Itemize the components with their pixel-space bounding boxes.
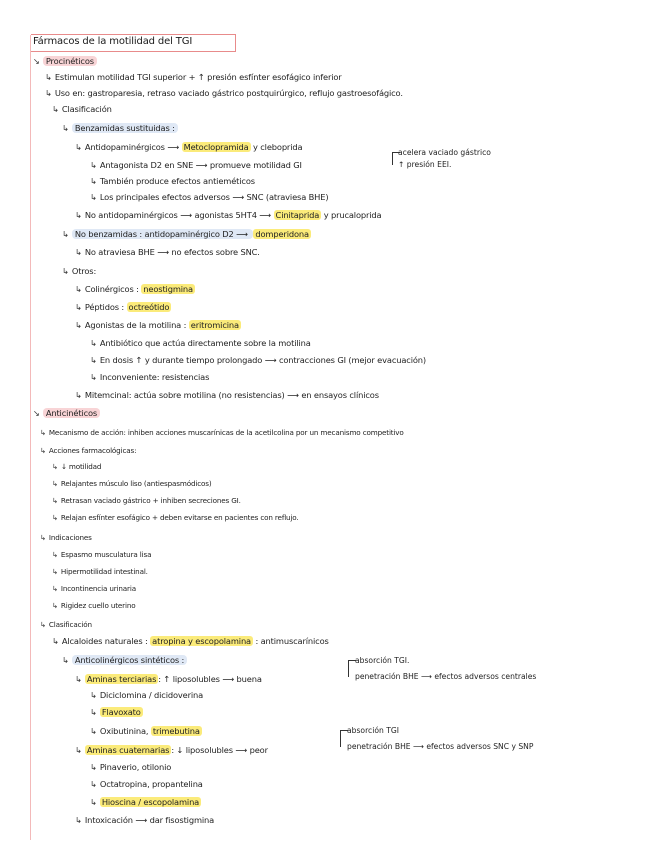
outline-line bbox=[90, 779, 203, 790]
outline-line bbox=[75, 815, 214, 826]
line-text: Aminas cuaternarias bbox=[86, 745, 170, 755]
arrow-icon: ↳ bbox=[75, 390, 82, 400]
arrow-icon: ↳ bbox=[90, 762, 97, 772]
line-text: No antidopaminérgicos ⟶ agonistas 5HT4 ⟶ bbox=[84, 210, 274, 220]
outline-line bbox=[75, 320, 241, 331]
arrow-icon: ↳ bbox=[75, 247, 82, 257]
arrow-icon: ↳ bbox=[90, 797, 97, 807]
line-text: Oxibutinina, bbox=[99, 726, 151, 736]
arrow-icon: ↳ bbox=[75, 745, 82, 755]
outline-line bbox=[52, 461, 101, 472]
line-text: Péptidos : bbox=[84, 302, 127, 312]
highlighted-drug: neostigmina bbox=[143, 284, 193, 294]
arrow-icon: ↳ bbox=[52, 601, 58, 610]
highlighted-drug: Hioscina / escopolamina bbox=[101, 797, 200, 807]
arrow-icon: ↳ bbox=[52, 513, 58, 522]
outline-line bbox=[75, 247, 260, 258]
brace bbox=[340, 730, 348, 747]
outline-line bbox=[90, 707, 143, 718]
outline-line bbox=[52, 566, 148, 577]
arrow-icon: ↳ bbox=[75, 674, 82, 684]
line-text: Inconveniente: resistencias bbox=[99, 372, 210, 382]
arrow-icon: ↳ bbox=[90, 176, 97, 186]
outline-line bbox=[52, 600, 135, 611]
arrow-icon: ↳ bbox=[90, 355, 97, 365]
outline-line bbox=[62, 266, 96, 277]
outline-line bbox=[52, 583, 136, 594]
highlighted-drug: octreótido bbox=[128, 302, 170, 312]
outline-line bbox=[90, 160, 302, 171]
outline-line bbox=[90, 176, 255, 187]
arrow-icon: ↳ bbox=[90, 192, 97, 202]
arrow-icon: ↳ bbox=[45, 88, 52, 98]
line-text: : ↑ liposolubles ⟶ buena bbox=[158, 674, 262, 684]
line-text: Aminas terciarias bbox=[86, 674, 157, 684]
line-text: Clasificación bbox=[48, 620, 92, 629]
arrow-icon: ↳ bbox=[52, 104, 59, 114]
line-text: Anticolinérgicos sintéticos : bbox=[72, 655, 187, 665]
line-text: y prucaloprida bbox=[321, 210, 382, 220]
arrow-icon: ↳ bbox=[75, 284, 82, 294]
line-text: Antidopaminérgicos ⟶ bbox=[84, 142, 182, 152]
outline-line bbox=[40, 445, 136, 456]
margin-line bbox=[30, 35, 31, 840]
brace bbox=[348, 660, 356, 677]
line-text: Benzamidas sustituidas : bbox=[72, 123, 178, 133]
arrow-icon: ↳ bbox=[45, 72, 52, 82]
outline-line bbox=[75, 745, 268, 756]
outline-line bbox=[45, 72, 342, 83]
line-text: Alcaloides naturales : bbox=[61, 636, 151, 646]
line-text: Octatropina, propantelina bbox=[99, 779, 203, 789]
arrow-icon: ↳ bbox=[52, 550, 58, 559]
line-text: Antagonista D2 en SNE ⟶ promueve motilidad GI bbox=[99, 160, 302, 170]
arrow-icon: ↳ bbox=[62, 229, 69, 239]
outline-line bbox=[75, 302, 171, 313]
outline-line bbox=[75, 390, 379, 401]
arrow-icon: ↘ bbox=[33, 56, 40, 66]
arrow-icon: ↳ bbox=[90, 338, 97, 348]
arrow-icon: ↳ bbox=[75, 815, 82, 825]
line-text: y cleboprida bbox=[250, 142, 303, 152]
line-text: Los principales efectos adversos ⟶ SNC (atraviesa BHE) bbox=[99, 192, 329, 202]
line-text: Estimulan motilidad TGI superior + ↑ presión esfínter esofágico inferior bbox=[54, 72, 342, 82]
line-text: Pinaverio, otilonio bbox=[99, 762, 172, 772]
highlighted-drug: domperidona bbox=[255, 229, 309, 239]
line-text: Agonistas de la motilina : bbox=[84, 320, 189, 330]
outline-line bbox=[52, 549, 151, 560]
brace bbox=[392, 152, 400, 165]
arrow-icon: ↳ bbox=[52, 462, 58, 471]
outline-line bbox=[90, 372, 209, 383]
arrow-icon: ↳ bbox=[75, 210, 82, 220]
line-text: Procinéticos bbox=[43, 56, 97, 66]
outline-line bbox=[45, 88, 403, 99]
outline-line bbox=[33, 408, 100, 419]
outline-line bbox=[52, 512, 299, 523]
arrow-icon: ↘ bbox=[33, 408, 40, 418]
outline-line bbox=[75, 284, 195, 295]
outline-line bbox=[90, 338, 311, 349]
arrow-icon: ↳ bbox=[75, 142, 82, 152]
line-text: Rigidez cuello uterino bbox=[60, 601, 136, 610]
line-text: Antibiótico que actúa directamente sobre la motilina bbox=[99, 338, 311, 348]
outline-line bbox=[33, 56, 97, 67]
line-text: Clasificación bbox=[61, 104, 112, 114]
highlighted-drug: Flavoxato bbox=[101, 707, 141, 717]
line-text: En dosis ↑ y durante tiempo prolongado ⟶ contracciones GI (mejor evacuación) bbox=[99, 355, 426, 365]
arrow-icon: ↳ bbox=[52, 567, 58, 576]
outline-line bbox=[90, 762, 171, 773]
page-title: Fármacos de la motilidad del TGI bbox=[33, 36, 193, 47]
line-text: Colinérgicos : bbox=[84, 284, 142, 294]
outline-line bbox=[52, 478, 212, 489]
outline-line bbox=[75, 210, 381, 221]
arrow-icon: ↳ bbox=[40, 620, 46, 629]
arrow-icon: ↳ bbox=[75, 302, 82, 312]
arrow-icon: ↳ bbox=[90, 690, 97, 700]
side-note: absorción TGI. bbox=[355, 656, 410, 665]
arrow-icon: ↳ bbox=[90, 707, 97, 717]
line-text: Uso en: gastroparesia, retraso vaciado gástrico postquirúrgico, reflujo gastroesofágico. bbox=[54, 88, 403, 98]
arrow-icon: ↳ bbox=[75, 320, 82, 330]
outline-line bbox=[40, 532, 92, 543]
outline-line bbox=[90, 690, 203, 701]
line-text: También produce efectos antieméticos bbox=[99, 176, 255, 186]
outline-line bbox=[40, 427, 404, 438]
line-text: : antimuscarínicos bbox=[253, 636, 329, 646]
highlighted-drug: Cinitaprida bbox=[275, 210, 320, 220]
outline-line bbox=[90, 726, 202, 737]
arrow-icon: ↳ bbox=[62, 123, 69, 133]
side-note: penetración BHE ⟶ efectos adversos centrales bbox=[355, 672, 537, 681]
outline-line bbox=[52, 636, 329, 647]
line-text: Diciclomina / dicidoverina bbox=[99, 690, 204, 700]
line-text: Indicaciones bbox=[48, 533, 92, 542]
outline-line bbox=[90, 797, 201, 808]
line-text: Retrasan vaciado gástrico + inhiben secreciones GI. bbox=[60, 496, 241, 505]
outline-line bbox=[40, 619, 92, 630]
outline-line bbox=[90, 355, 426, 366]
line-text: ↓ motilidad bbox=[60, 462, 102, 471]
arrow-icon: ↳ bbox=[40, 428, 46, 437]
arrow-icon: ↳ bbox=[40, 446, 46, 455]
line-text: Relajantes músculo liso (antiespasmódicos) bbox=[60, 479, 212, 488]
outline-line bbox=[90, 192, 328, 203]
line-text: Hipermotilidad intestinal. bbox=[60, 567, 148, 576]
arrow-icon: ↳ bbox=[40, 533, 46, 542]
highlighted-drug: trimebutina bbox=[152, 726, 200, 736]
side-note: acelera vaciado gástrico bbox=[398, 148, 491, 157]
outline-line bbox=[62, 229, 311, 240]
outline-line bbox=[52, 104, 112, 115]
arrow-icon: ↳ bbox=[62, 266, 69, 276]
arrow-icon: ↳ bbox=[90, 779, 97, 789]
line-text: No atraviesa BHE ⟶ no efectos sobre SNC. bbox=[84, 247, 260, 257]
arrow-icon: ↳ bbox=[90, 160, 97, 170]
arrow-icon: ↳ bbox=[52, 479, 58, 488]
line-text: Intoxicación ⟶ dar fisostigmina bbox=[84, 815, 215, 825]
arrow-icon: ↳ bbox=[52, 636, 59, 646]
side-note: ↑ presión EEI. bbox=[398, 160, 452, 169]
outline-line bbox=[75, 142, 302, 153]
arrow-icon: ↳ bbox=[90, 726, 97, 736]
outline-line bbox=[62, 655, 187, 666]
line-text: : ↓ liposolubles ⟶ peor bbox=[171, 745, 268, 755]
arrow-icon: ↳ bbox=[62, 655, 69, 665]
line-text: Mitemcinal: actúa sobre motilina (no resistencias) ⟶ en ensayos clínicos bbox=[84, 390, 379, 400]
line-text: Espasmo musculatura lisa bbox=[60, 550, 152, 559]
line-text: Acciones farmacológicas: bbox=[48, 446, 137, 455]
arrow-icon: ↳ bbox=[52, 584, 58, 593]
highlighted-drug: eritromicina bbox=[190, 320, 239, 330]
line-text: Mecanismo de acción: inhiben acciones muscarínicas de la acetilcolina por un mecanismo competitivo bbox=[48, 428, 404, 437]
line-text: Anticinéticos bbox=[43, 408, 100, 418]
line-text: Incontinencia urinaria bbox=[60, 584, 136, 593]
line-text: Otros: bbox=[71, 266, 97, 276]
arrow-icon: ↳ bbox=[52, 496, 58, 505]
highlighted-drug: Metoclopramida bbox=[183, 142, 249, 152]
arrow-icon: ↳ bbox=[90, 372, 97, 382]
outline-line bbox=[62, 123, 178, 134]
line-text: Relajan esfínter esofágico + deben evitarse en pacientes con reflujo. bbox=[60, 513, 299, 522]
outline-line bbox=[52, 495, 241, 506]
line-text: No benzamidas : antidopaminérgico D2 ⟶ bbox=[72, 229, 254, 239]
outline-line bbox=[75, 674, 262, 685]
side-note: penetración BHE ⟶ efectos adversos SNC y SNP bbox=[347, 742, 534, 751]
highlighted-drug: atropina y escopolamina bbox=[152, 636, 251, 646]
side-note: absorción TGI bbox=[347, 726, 399, 735]
